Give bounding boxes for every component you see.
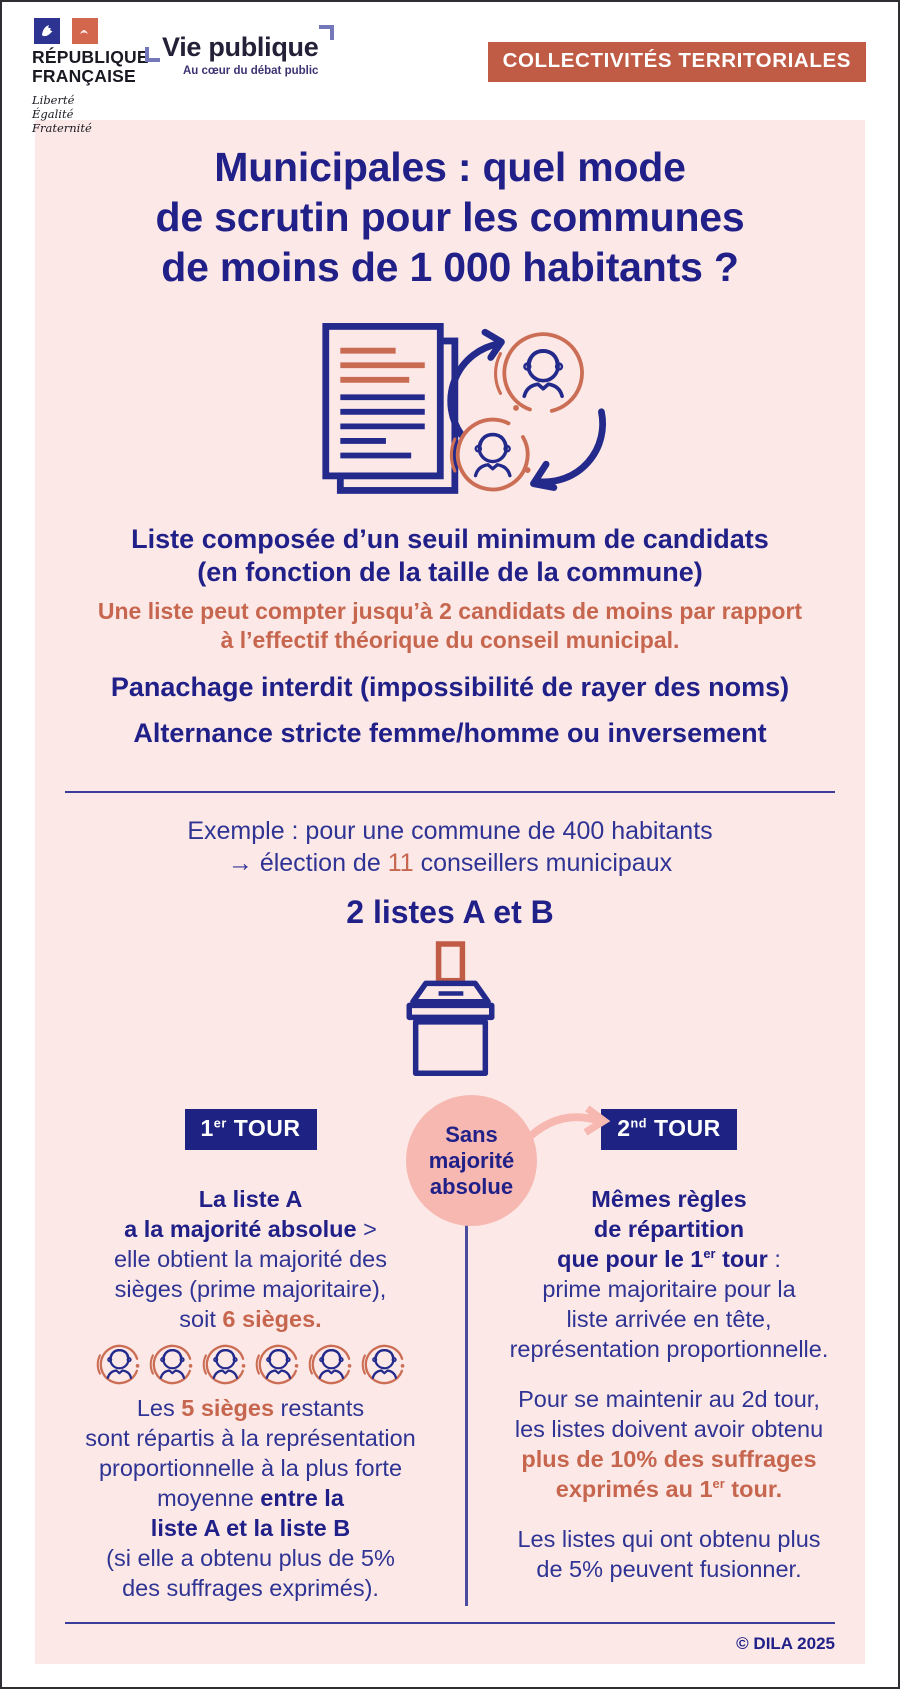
left-l5-a: soit [179, 1306, 223, 1332]
title-line1: Municipales : quel mode [214, 144, 686, 190]
circle-line1: Sans [445, 1121, 498, 1147]
rule-alternance: Alternance stricte femme/homme ou inversement [133, 718, 767, 748]
left-p2-remaining-seats: 5 sièges [181, 1395, 275, 1421]
tour1-sup: er [213, 1116, 227, 1131]
tour2-num: 2 [617, 1115, 631, 1141]
right-p2-threshold: plus de 10% des suffrages [521, 1446, 817, 1472]
marianne-flag-icon [34, 18, 98, 44]
seuil-line1: Liste composée d’un seuil minimum de candidats [131, 524, 769, 554]
right-p2-l4a: exprimés au 1 [555, 1476, 713, 1502]
note-line2: à l’effectif théorique du conseil municipal. [220, 627, 680, 653]
motto-liberte: Liberté [32, 93, 75, 107]
note-line1: Une liste peut compter jusqu’à 2 candidats de moins par rapport [97, 598, 803, 624]
right-l3-sup: er [703, 1246, 716, 1262]
seats-row [53, 1340, 448, 1389]
candidate-list-alternation-icon [285, 318, 615, 494]
vie-publique-logo [162, 32, 318, 77]
republique-francaise-logo [32, 18, 149, 135]
ballot-box-illustration [35, 941, 865, 1081]
right-l2: de répartition [593, 1216, 745, 1242]
left-l1: La liste A [198, 1186, 303, 1212]
rule-seuil-heading [35, 523, 865, 589]
motto-egalite: Égalité [32, 107, 74, 121]
two-lists-heading: 2 listes A et B [346, 894, 554, 930]
vie-publique-name [162, 32, 318, 63]
seuil-line2: (en fonction de la taille de la commune) [197, 557, 703, 587]
rounds-section [35, 1101, 865, 1606]
left-l5-seats: 6 sièges. [222, 1306, 322, 1332]
left-l3: elle obtient la majorité des [113, 1246, 387, 1272]
right-p2-l1: Pour se maintenir au 2d tour, [518, 1386, 820, 1412]
republique-line2: FRANÇAISE [32, 66, 136, 86]
left-l2-rest: > [356, 1216, 377, 1242]
arrow-right-icon: → [227, 849, 253, 877]
left-p2-l2: sont répartis à la représentation [85, 1425, 416, 1451]
tour1-word: TOUR [233, 1115, 301, 1141]
republique-name [32, 48, 149, 86]
tour1-num: 1 [200, 1115, 214, 1141]
circle-line2: majorité [428, 1147, 515, 1173]
example-line2 [35, 847, 865, 879]
left-p2-l6: (si elle a obtenu plus de 5% [106, 1545, 395, 1571]
first-round-column [53, 1109, 448, 1603]
circle-line3: absolue [429, 1173, 514, 1199]
rule-seuil-note [35, 597, 865, 655]
tour2-sup: nd [630, 1116, 647, 1131]
example-councillors-count: 11 [387, 849, 414, 877]
tour2-word: TOUR [654, 1115, 721, 1141]
no-absolute-majority-bubble [406, 1095, 537, 1226]
right-l1: Mêmes règles [591, 1186, 747, 1212]
second-round-paragraph2 [473, 1384, 865, 1504]
right-l4: prime majoritaire pour la [542, 1276, 796, 1302]
tour1-badge [185, 1109, 317, 1150]
hero-illustration [35, 318, 865, 499]
example-line2-b: conseillers municipaux [413, 849, 673, 877]
left-p2-l4b: entre la [260, 1485, 344, 1511]
corner-bracket-bottom-left-icon [145, 47, 160, 62]
page-title [35, 142, 865, 292]
second-round-paragraph1 [473, 1184, 865, 1364]
title-line3: de moins de 1 000 habitants ? [161, 244, 739, 290]
right-p3-l2: de 5% peuvent fusionner. [536, 1556, 802, 1582]
corner-bracket-top-right-icon [319, 25, 334, 40]
republique-line1: RÉPUBLIQUE [32, 47, 149, 67]
left-p2-l7: des suffrages exprimés). [122, 1575, 379, 1601]
vie-publique-text: Vie publique [162, 32, 319, 62]
rule-panachage: Panachage interdit (impossibilité de rayer des noms) [110, 672, 790, 702]
right-l6: représentation proportionnelle. [509, 1336, 829, 1362]
first-round-paragraph2 [53, 1393, 448, 1603]
right-p2-l2: les listes doivent avoir obtenu [514, 1416, 824, 1442]
left-l4: sièges (prime majoritaire), [114, 1276, 387, 1302]
seat-person-icon [147, 1340, 196, 1389]
right-l3-a: que pour le 1 [557, 1246, 704, 1272]
motto [32, 93, 149, 135]
example-block [35, 815, 865, 879]
poster-body [35, 120, 865, 1664]
motto-fraternite: Fraternité [32, 121, 92, 135]
seat-person-icon [359, 1340, 408, 1389]
example-line2-a: élection de [252, 849, 388, 877]
right-p3-l1: Les listes qui ont obtenu plus [517, 1526, 821, 1552]
left-p2-l3: proportionnelle à la plus forte [98, 1455, 403, 1481]
left-l2-bold: a la majorité absolue [124, 1216, 357, 1242]
right-l5: liste arrivée en tête, [566, 1306, 772, 1332]
left-p2-l5: liste A et la liste B [150, 1515, 351, 1541]
left-p2-l1c: restants [274, 1395, 365, 1421]
right-p2-l4b: tour. [724, 1476, 783, 1502]
vie-publique-tagline: Au cœur du débat public [182, 65, 319, 77]
first-round-paragraph1 [53, 1184, 448, 1334]
seat-person-icon [200, 1340, 249, 1389]
header [2, 2, 898, 135]
tour2-badge [601, 1109, 737, 1150]
second-round-paragraph3 [473, 1524, 865, 1584]
divider-bottom [65, 1622, 835, 1624]
example-line1: Exemple : pour une commune de 400 habitants [187, 817, 713, 845]
divider-top [65, 791, 835, 793]
left-p2-l1a: Les [136, 1395, 182, 1421]
title-line2: de scrutin pour les communes [155, 194, 745, 240]
seat-person-icon [306, 1340, 355, 1389]
seat-person-icon [94, 1340, 143, 1389]
seat-person-icon [253, 1340, 302, 1389]
curved-arrow-icon [522, 1103, 614, 1147]
right-l3-c: : [767, 1246, 781, 1272]
right-p2-l4sup: er [712, 1476, 725, 1492]
left-p2-l4a: moyenne [157, 1485, 261, 1511]
collectivites-territoriales-badge: COLLECTIVITÉS TERRITORIALES [488, 42, 866, 82]
right-l3-b: tour [715, 1246, 768, 1272]
ballot-box-icon [390, 941, 511, 1079]
copyright: © DILA 2025 [736, 1634, 835, 1653]
